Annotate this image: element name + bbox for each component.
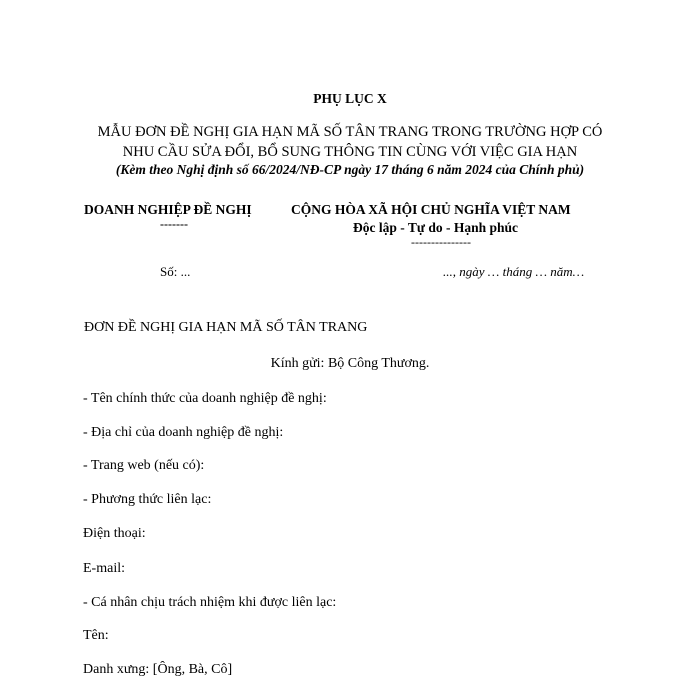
recipient-line: Kính gửi: Bộ Công Thương. — [270, 356, 430, 371]
field-website: - Trang web (nếu có): — [83, 458, 205, 473]
field-responsible-person: - Cá nhân chịu trách nhiệm khi được liên lạc: — [83, 595, 337, 610]
field-email: E-mail: — [83, 561, 125, 576]
enterprise-header-divider: ------- — [160, 217, 188, 231]
field-phone: Điện thoại: — [83, 526, 146, 541]
national-title: CỘNG HÒA XÃ HỘI CHỦ NGHĨA VIỆT NAM — [291, 202, 571, 217]
application-title: ĐƠN ĐỀ NGHỊ GIA HẠN MÃ SỐ TÂN TRANG — [84, 320, 368, 335]
document-date: ..., ngày … tháng … năm… — [443, 264, 585, 279]
national-divider: --------------- — [411, 235, 471, 249]
field-enterprise-address: - Địa chỉ của doanh nghiệp đề nghị: — [83, 425, 284, 440]
appendix-title: PHỤ LỤC X — [313, 91, 387, 106]
national-motto: Độc lập - Tự do - Hạnh phúc — [353, 220, 519, 235]
field-contact-method: - Phương thức liên lạc: — [83, 492, 212, 507]
field-title: Danh xưng: [Ông, Bà, Cô] — [83, 662, 233, 677]
decree-reference: (Kèm theo Nghị định số 66/2024/NĐ-CP ngày 17 tháng 6 năm 2024 của Chính phủ) — [115, 162, 585, 177]
enterprise-header: DOANH NGHIỆP ĐỀ NGHỊ — [84, 202, 252, 217]
form-title-line1: MẪU ĐƠN ĐỀ NGHỊ GIA HẠN MÃ SỐ TÂN TRANG TRONG TRƯỜNG HỢP CÓ — [97, 124, 603, 140]
form-title-line2: NHU CẦU SỬA ĐỔI, BỔ SUNG THÔNG TIN CÙNG VỚI VIỆC GIA HẠN — [122, 144, 578, 160]
field-name: Tên: — [83, 628, 109, 643]
document-number: Số: ... — [160, 264, 191, 279]
field-enterprise-name: - Tên chính thức của doanh nghiệp đề nghị: — [83, 391, 327, 406]
